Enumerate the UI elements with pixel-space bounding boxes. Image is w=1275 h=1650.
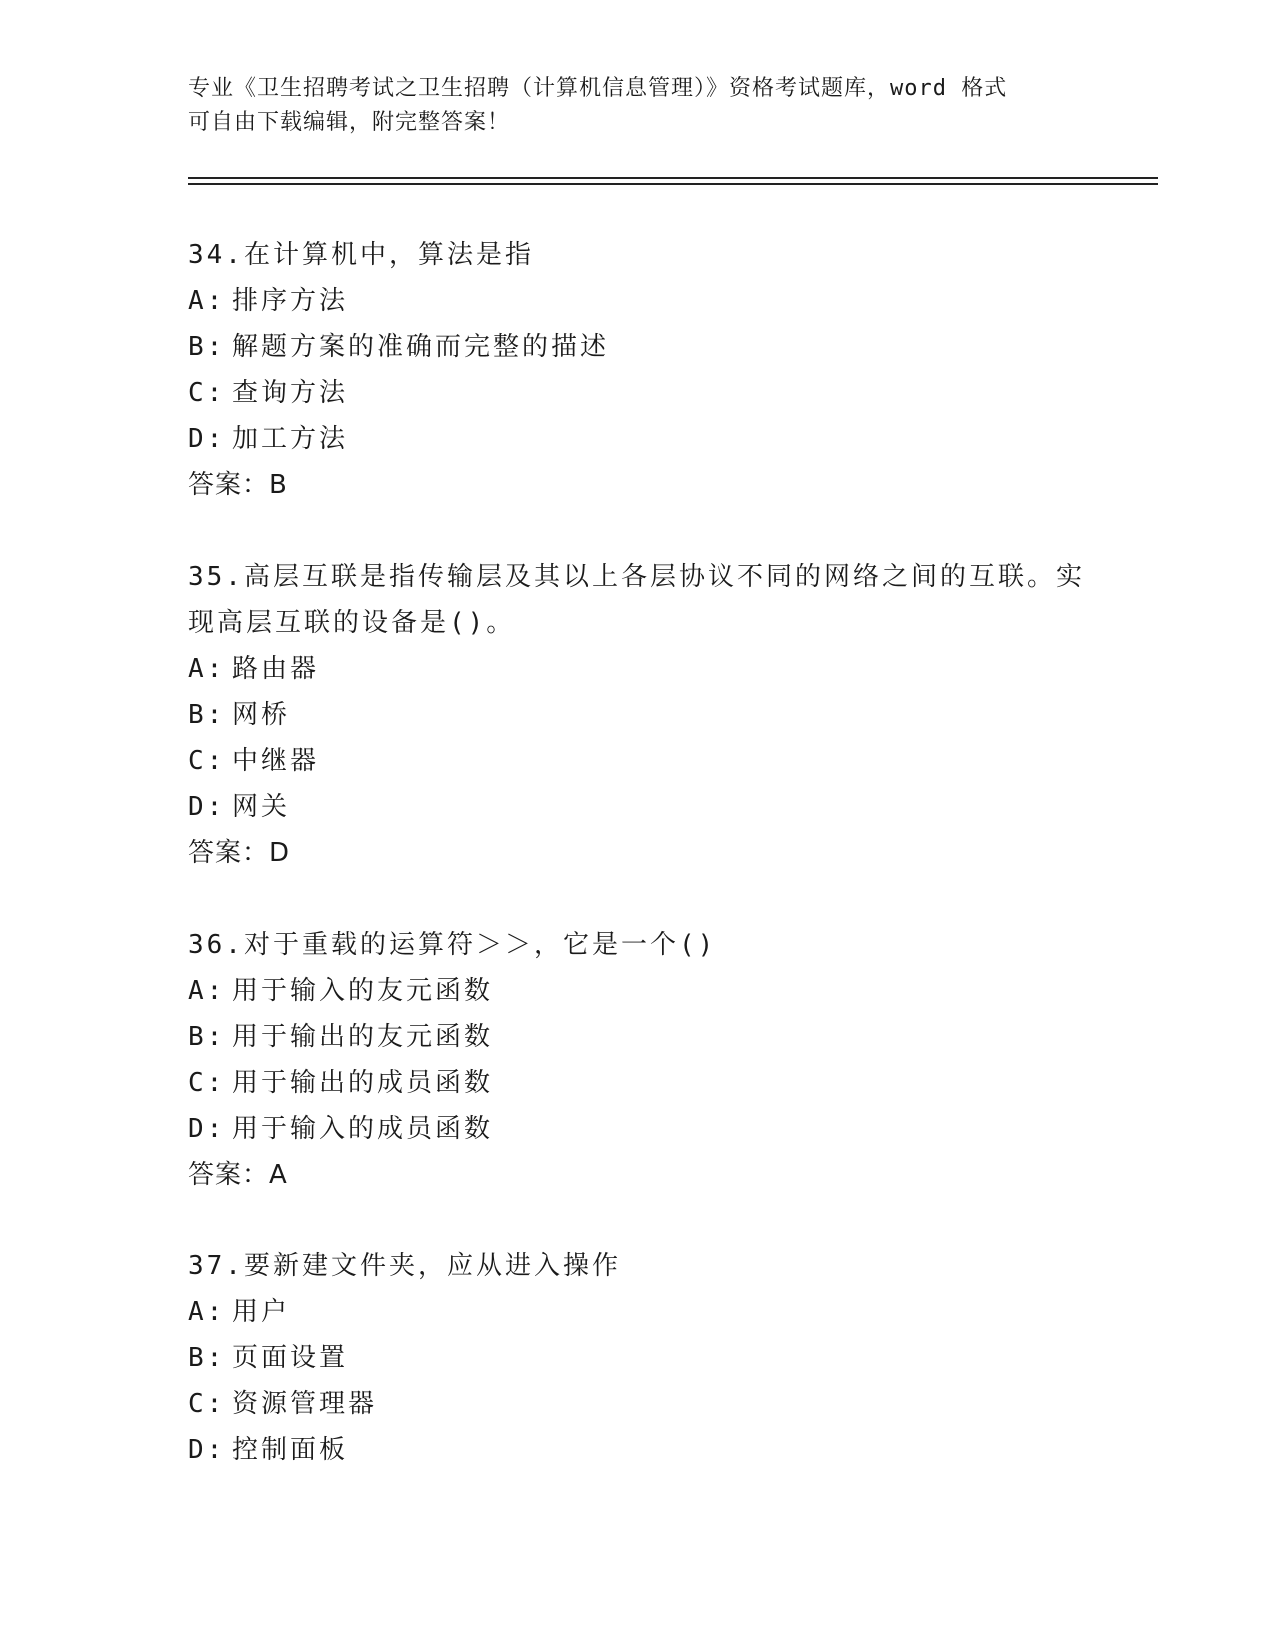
option-d: D: 网关 [188, 792, 291, 822]
header-divider-top [188, 177, 1158, 179]
option-b: B: 用于输出的友元函数 [188, 1022, 494, 1052]
question-stem: 37.要新建文件夹，应从进入操作 [188, 1251, 621, 1281]
question-34 [188, 232, 1088, 508]
question-stem-line-1: 35.高层互联是指传输层及其以上各层协议不同的网络之间的互联。实 [188, 562, 1085, 592]
option-a: A: 排序方法 [188, 286, 349, 316]
header-line-2: 可自由下载编辑，附完整答案！ [188, 110, 511, 135]
answer: 答案：B [188, 470, 288, 500]
option-c: C: 查询方法 [188, 378, 349, 408]
question-stem: 34.在计算机中，算法是指 [188, 240, 534, 270]
option-b: B: 网桥 [188, 700, 291, 730]
option-a: A: 用于输入的友元函数 [188, 976, 494, 1006]
option-a: A: 路由器 [188, 654, 320, 684]
question-stem-line-2: 现高层互联的设备是()。 [188, 608, 516, 638]
option-d: D: 控制面板 [188, 1435, 349, 1465]
option-d: D: 加工方法 [188, 424, 349, 454]
header-line-1: 专业《卫生招聘考试之卫生招聘（计算机信息管理）》资格考试题库，word 格式 [188, 76, 1008, 101]
header-divider-bottom [188, 183, 1158, 185]
answer: 答案：D [188, 838, 291, 868]
option-c: C: 资源管理器 [188, 1389, 378, 1419]
option-b: B: 解题方案的准确而完整的描述 [188, 332, 610, 362]
document-header [188, 72, 1088, 140]
option-d: D: 用于输入的成员函数 [188, 1114, 494, 1144]
question-37 [188, 1243, 1088, 1473]
option-a: A: 用户 [188, 1297, 291, 1327]
question-35 [188, 554, 1088, 876]
answer: 答案：A [188, 1160, 288, 1190]
option-c: C: 用于输出的成员函数 [188, 1068, 494, 1098]
question-36 [188, 922, 1088, 1198]
option-c: C: 中继器 [188, 746, 320, 776]
question-stem: 36.对于重载的运算符＞＞，它是一个() [188, 930, 717, 960]
option-b: B: 页面设置 [188, 1343, 349, 1373]
